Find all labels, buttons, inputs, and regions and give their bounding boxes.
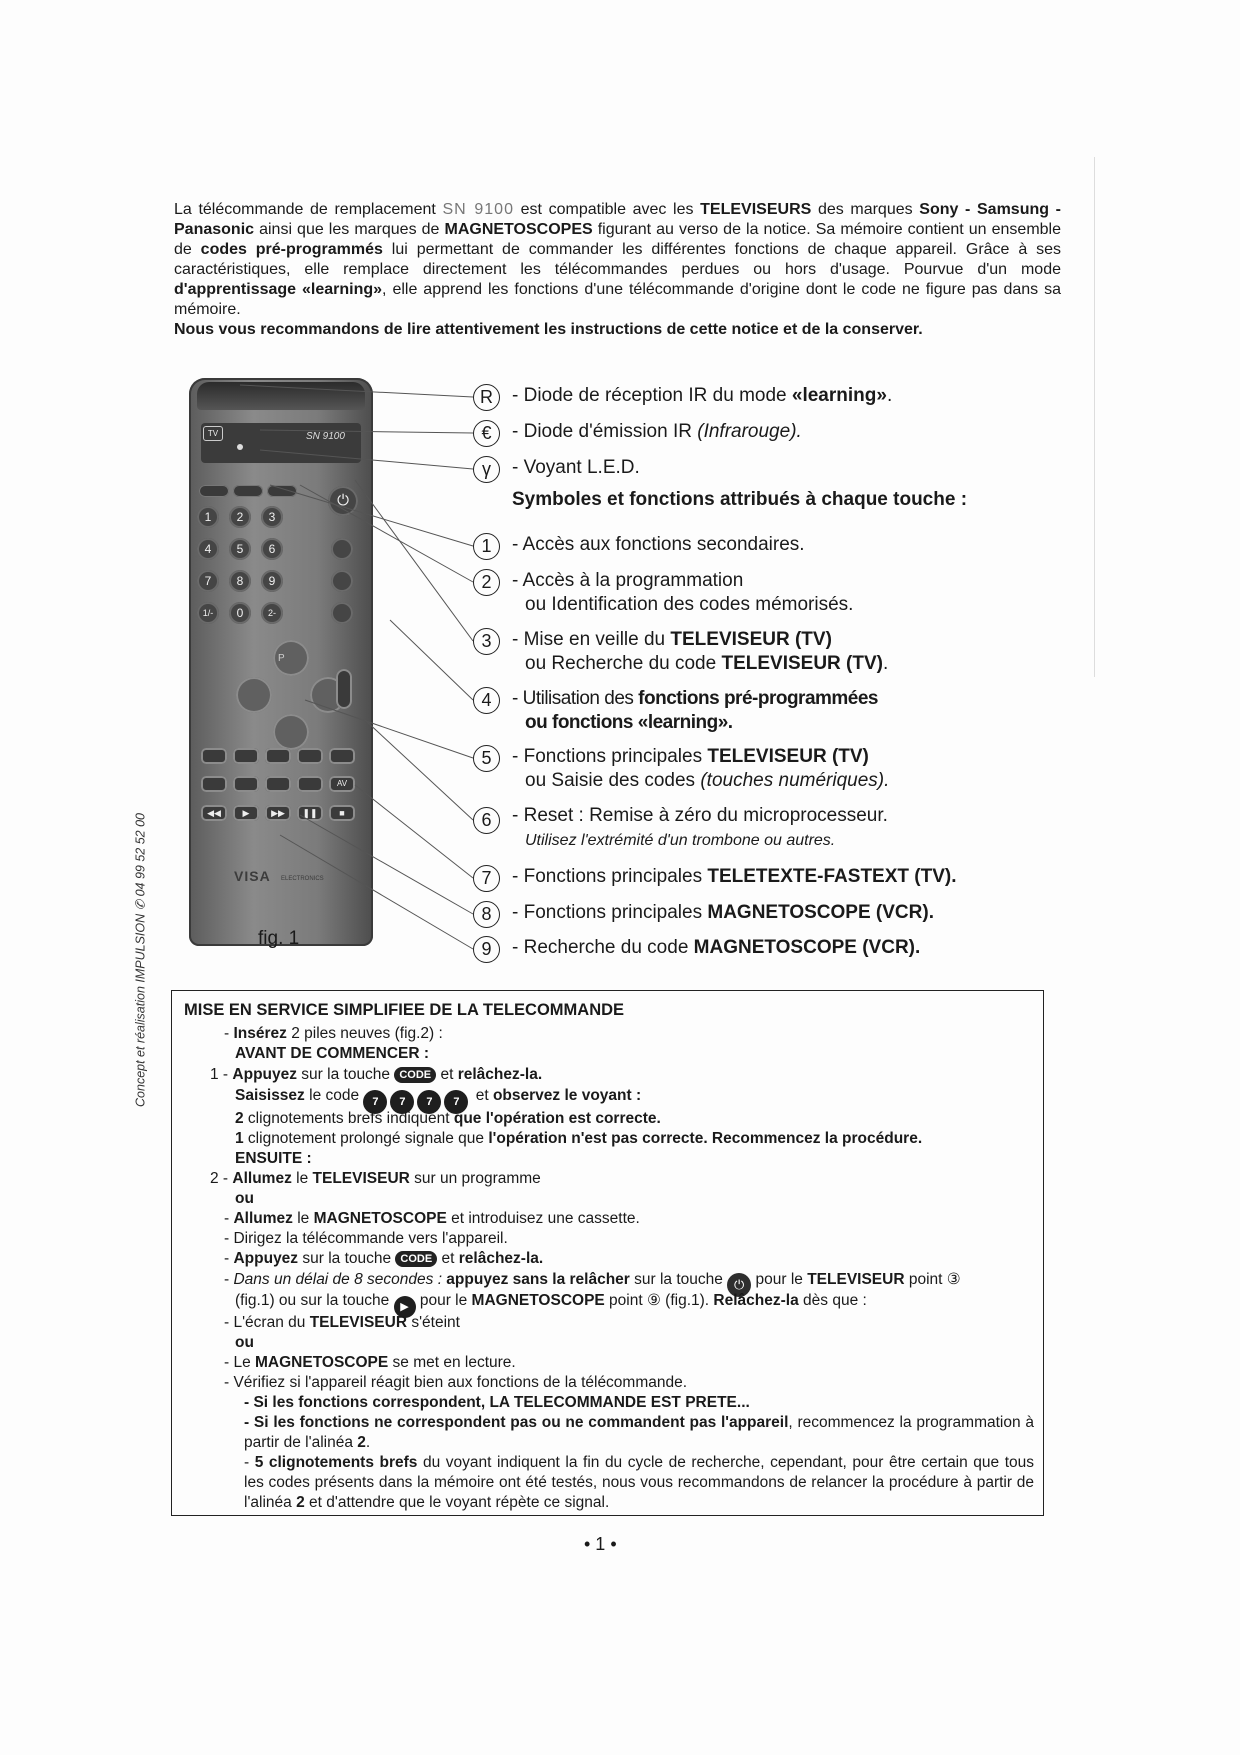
code-key-icon: CODE	[395, 1251, 437, 1267]
volume-down-button[interactable]	[236, 677, 272, 713]
fastext-yellow-button[interactable]	[265, 776, 291, 792]
digit-2-button[interactable]: 2	[229, 506, 251, 528]
callout-led: - Voyant L.E.D.	[512, 457, 640, 478]
learn-button[interactable]	[233, 485, 263, 497]
digit-0-button[interactable]: 0	[229, 602, 251, 624]
digit-9-button[interactable]: 9	[261, 570, 283, 592]
callout-symbol-r: R	[473, 384, 500, 411]
play-button[interactable]: ▶	[233, 805, 259, 821]
insert-batteries-line: - Insérez 2 piles neuves (fig.2) :	[224, 1025, 443, 1042]
within-8-seconds-line: - Dans un délai de 8 secondes : appuyez sans la relâcher sur la touche ⏻ pour le TELEVISEUR point ③	[224, 1270, 961, 1297]
remote-brand-sub: ELECTRONICS	[281, 876, 324, 882]
digit-8-button[interactable]: 8	[229, 570, 251, 592]
digit-7-key-icon: 7	[417, 1090, 441, 1114]
code-button[interactable]	[267, 485, 297, 497]
digit-4-button[interactable]: 4	[197, 538, 219, 560]
rewind-button[interactable]: ◀◀	[201, 805, 227, 821]
led-indicator	[237, 444, 243, 450]
enter-code-line: Saisissez le code 7 7 7 7 et observez le voyant :	[235, 1086, 641, 1114]
within-8-seconds-line-2: (fig.1) ou sur la touche ▶ pour le MAGNETOSCOPE point ⑨ (fig.1). Relâchez-la dès que :	[235, 1291, 867, 1318]
callout-symbol-gamma: γ	[473, 456, 500, 483]
side-credit: Concept et réalisation IMPULSION ✆ 04 99 52 52 00	[133, 813, 148, 1107]
blink-1-line: 1 clignotement prolongé signale que l'opération n'est pas correcte. Recommencez la procédure.	[235, 1130, 923, 1147]
step-1-line: 1 - Appuyez sur la touche CODE et relâchez-la.	[210, 1066, 543, 1083]
power-key-icon: ⏻	[727, 1273, 751, 1297]
tv-screen-off-line: - L'écran du TELEVISEUR s'éteint	[224, 1314, 460, 1331]
vcr-plays-line: - Le MAGNETOSCOPE se met en lecture.	[224, 1354, 516, 1371]
item-5-description: - Fonctions principales TELEVISEUR (TV) ou Saisie des codes (touches numériques).	[512, 746, 890, 791]
teletext-button-5[interactable]	[329, 748, 355, 764]
remote-ir-head	[197, 382, 365, 410]
play-key-icon: ▶	[394, 1296, 416, 1318]
digit-onedash-button[interactable]: 1/-	[197, 602, 219, 624]
pause-button[interactable]: ❚❚	[297, 805, 323, 821]
verify-line: - Vérifiez si l'appareil réagit bien aux fonctions de la télécommande.	[224, 1374, 688, 1391]
item-4-description: - Utilisation des fonctions pré-programmées ou fonctions «learning».	[512, 688, 878, 733]
item-number-5: 5	[473, 745, 500, 772]
tv-mode-label: TV	[203, 426, 223, 441]
digit-7-key-icon: 7	[444, 1090, 468, 1114]
item-6-description: - Reset : Remise à zéro du microprocesseur. Utilisez l'extrémité d'un trombone ou autres.	[512, 805, 888, 849]
teletext-button-3[interactable]	[265, 748, 291, 764]
point-remote-line: - Dirigez la télécommande vers l'appareil.	[224, 1230, 508, 1247]
teletext-button-2[interactable]	[233, 748, 259, 764]
press-code-line: - Appuyez sur la touche CODE et relâchez-la.	[224, 1250, 544, 1267]
item-7-description: - Fonctions principales TELETEXTE-FASTEXT (TV).	[512, 866, 957, 887]
digit-7-button[interactable]: 7	[197, 570, 219, 592]
digit-twodash-button[interactable]: 2-	[261, 602, 283, 624]
mute-button[interactable]	[331, 570, 353, 592]
ready-line: - Si les fonctions correspondent, LA TELECOMMANDE EST PRETE...	[244, 1394, 750, 1411]
fastext-green-button[interactable]	[233, 776, 259, 792]
item-number-2: 2	[473, 569, 500, 596]
rocker-button[interactable]	[336, 669, 352, 709]
power-button[interactable]: ⏻	[328, 486, 358, 516]
page-number: • 1 •	[584, 1534, 617, 1554]
item-3-description: - Mise en veille du TELEVISEUR (TV) ou Recherche du code TELEVISEUR (TV).	[512, 629, 889, 674]
program-down-button[interactable]	[273, 714, 309, 750]
teletext-button-4[interactable]	[297, 748, 323, 764]
blink-2-line: 2 clignotements brefs indiquent que l'opération est correcte.	[235, 1110, 661, 1127]
setup-instructions-box	[171, 990, 1044, 1516]
callout-symbol-e: €	[473, 420, 500, 447]
symbols-heading: Symboles et fonctions attribués à chaque touche :	[512, 489, 968, 510]
digit-6-button[interactable]: 6	[261, 538, 283, 560]
figure-label: fig. 1	[258, 928, 300, 949]
fast-forward-button[interactable]: ▶▶	[265, 805, 291, 821]
callout-ir-receive: - Diode de réception IR du mode «learning».	[512, 385, 893, 406]
av-button[interactable]: AV	[329, 776, 355, 792]
remote-top-panel	[201, 423, 361, 463]
or-line-2: ou	[235, 1334, 254, 1351]
navigation-pad	[236, 640, 346, 750]
digit-7-key-icon: 7	[390, 1090, 414, 1114]
callout-ir-emit: - Diode d'émission IR (Infrarouge).	[512, 421, 802, 442]
setup-title: MISE EN SERVICE SIMPLIFIEE DE LA TELECOMMANDE	[184, 1001, 625, 1019]
code-key-icon: CODE	[394, 1067, 436, 1083]
digit-1-button[interactable]: 1	[197, 506, 219, 528]
intro-text	[174, 200, 1061, 340]
pp-button[interactable]	[331, 602, 353, 624]
item-2-description: - Accès à la programmation ou Identification des codes mémorisés.	[512, 570, 854, 615]
before-start-heading: AVANT DE COMMENCER :	[235, 1045, 430, 1062]
item-number-7: 7	[473, 865, 500, 892]
digit-3-button[interactable]: 3	[261, 506, 283, 528]
digit-5-button[interactable]: 5	[229, 538, 251, 560]
item-9-description: - Recherche du code MAGNETOSCOPE (VCR).	[512, 937, 921, 958]
remote-model-label: SN 9100	[306, 431, 345, 442]
p-label: P	[278, 653, 285, 664]
step-2-line: 2 - Allumez le TELEVISEUR sur un programme	[210, 1170, 541, 1187]
item-number-6: 6	[473, 807, 500, 834]
model-name: SN 9100	[442, 201, 514, 218]
item-number-8: 8	[473, 901, 500, 928]
shift-button[interactable]	[199, 485, 229, 497]
item-number-9: 9	[473, 936, 500, 963]
teletext-button-1[interactable]	[201, 748, 227, 764]
remote-brand-logo: VISA	[234, 868, 271, 884]
stop-button[interactable]: ■	[329, 805, 355, 821]
intro-recommendation: Nous vous recommandons de lire attentivement les instructions de cette notice et de la conserver.	[174, 321, 923, 338]
switch-on-vcr-line: - Allumez le MAGNETOSCOPE et introduisez une cassette.	[224, 1210, 640, 1227]
item-8-description: - Fonctions principales MAGNETOSCOPE (VCR).	[512, 902, 934, 923]
remote-illustration	[189, 378, 373, 946]
or-line-1: ou	[235, 1190, 254, 1207]
fastext-blue-button[interactable]	[297, 776, 323, 792]
item-1-description: - Accès aux fonctions secondaires.	[512, 534, 805, 555]
fastext-red-button[interactable]	[201, 776, 227, 792]
item-number-1: 1	[473, 533, 500, 560]
then-heading: ENSUITE :	[235, 1150, 312, 1167]
item-number-4: 4	[473, 687, 500, 714]
item-number-3: 3	[473, 628, 500, 655]
intro-paragraph: La télécommande de remplacement SN 9100 est compatible avec les TELEVISEURS des marques Sony - Samsung - Panasonic ainsi que les marques de MAGNETOSCOPES figurant au verso de la notice. Sa mémoire contient un ensemble de codes pré-programmés lui permettant de commander les différentes fonctions de chaque appareil. Grâce à ses caractéristiques, elle remplace directement les télécommandes perdues ou hors d'usage. Pourvue d'un mode d'apprentissage «learning», elle apprend les fonctions d'une télécommande d'origine dont le code ne figure pas dans sa mémoire.	[174, 201, 1062, 318]
volume-mute-button[interactable]	[331, 538, 353, 560]
scan-edge-line	[1094, 157, 1095, 677]
digit-7-key-icon: 7	[363, 1090, 387, 1114]
retry-line: - Si les fonctions ne correspondent pas ou ne commandent pas l'appareil, recommencez la programmation à partir de l'alinéa 2.	[244, 1414, 1034, 1451]
five-blinks-line: - 5 clignotements brefs du voyant indiquent la fin du cycle de recherche, cependant, pour être certain que tous les codes présents dans la mémoire ont été testés, nous vous recommandons de relancer la procédure à partir de l'alinéa 2 et d'attendre que le voyant répète ce signal.	[244, 1454, 1034, 1511]
